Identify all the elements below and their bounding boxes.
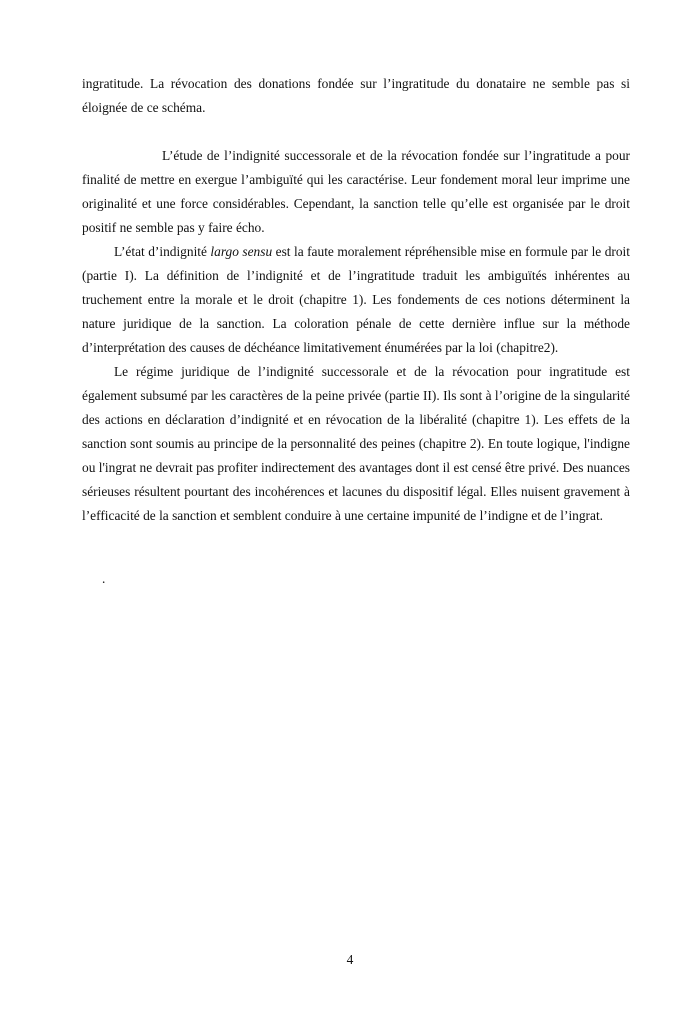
- part-one-lead: L’état d’indignité: [114, 244, 211, 259]
- page-number: 4: [346, 952, 354, 967]
- paragraph-part-two: Le régime juridique de l’indignité successorale et de la révocation pour ingratitude est également subsumé par les caractères de la peine privée (partie II). Ils sont à l’origine de la singularité des actions en déclaration d’indignité et en révocation de la libéralité (chapitre 1). Les effets de la sanction sont soumis au principe de la personnalité des peines (chapitre 2). En toute logique, l'indigne ou l'ingrat ne devrait pas profiter indirectement des avantages dont il est censé être privé. Des nuances sérieuses résultent pourtant des incohérences et lacunes du dispositif légal. Elles nuisent gravement à l’efficacité de la sanction et semblent conduire à une certaine impunité de l’indigne et de l’ingrat.: [82, 364, 630, 523]
- stray-mark: .: [102, 571, 106, 586]
- paragraph-introduction: L’étude de l’indignité successorale et de la révocation fondée sur l’ingratitude a pour finalité de mettre en exergue l’ambiguïté qui les caractérise. Leur fondement moral leur imprime une originalité et une force considérables. Cependant, la sanction telle qu’elle est organisée par le droit positif ne semble pas y faire écho.: [82, 148, 630, 235]
- part-one-rest: est la faute moralement répréhensible mise en formule par le droit (partie I). La définition de l’indignité et de l’ingratitude traduit les ambiguïtés inhérentes au truchement entre la morale et le droit (chapitre 1). Les fondements de ces notions déterminent la nature juridique de la sanction. La coloration pénale de cette dernière influe sur la méthode d’interprétation des causes de déchéance limitativement énumérées par la loi (chapitre2).: [82, 244, 630, 355]
- latin-term: largo sensu: [210, 244, 273, 259]
- paragraph-part-one: [82, 240, 630, 360]
- body-text: [82, 72, 630, 528]
- paragraph-continuation: ingratitude. La révocation des donations fondée sur l’ingratitude du donataire ne semble pas si éloignée de ce schéma.: [82, 76, 630, 115]
